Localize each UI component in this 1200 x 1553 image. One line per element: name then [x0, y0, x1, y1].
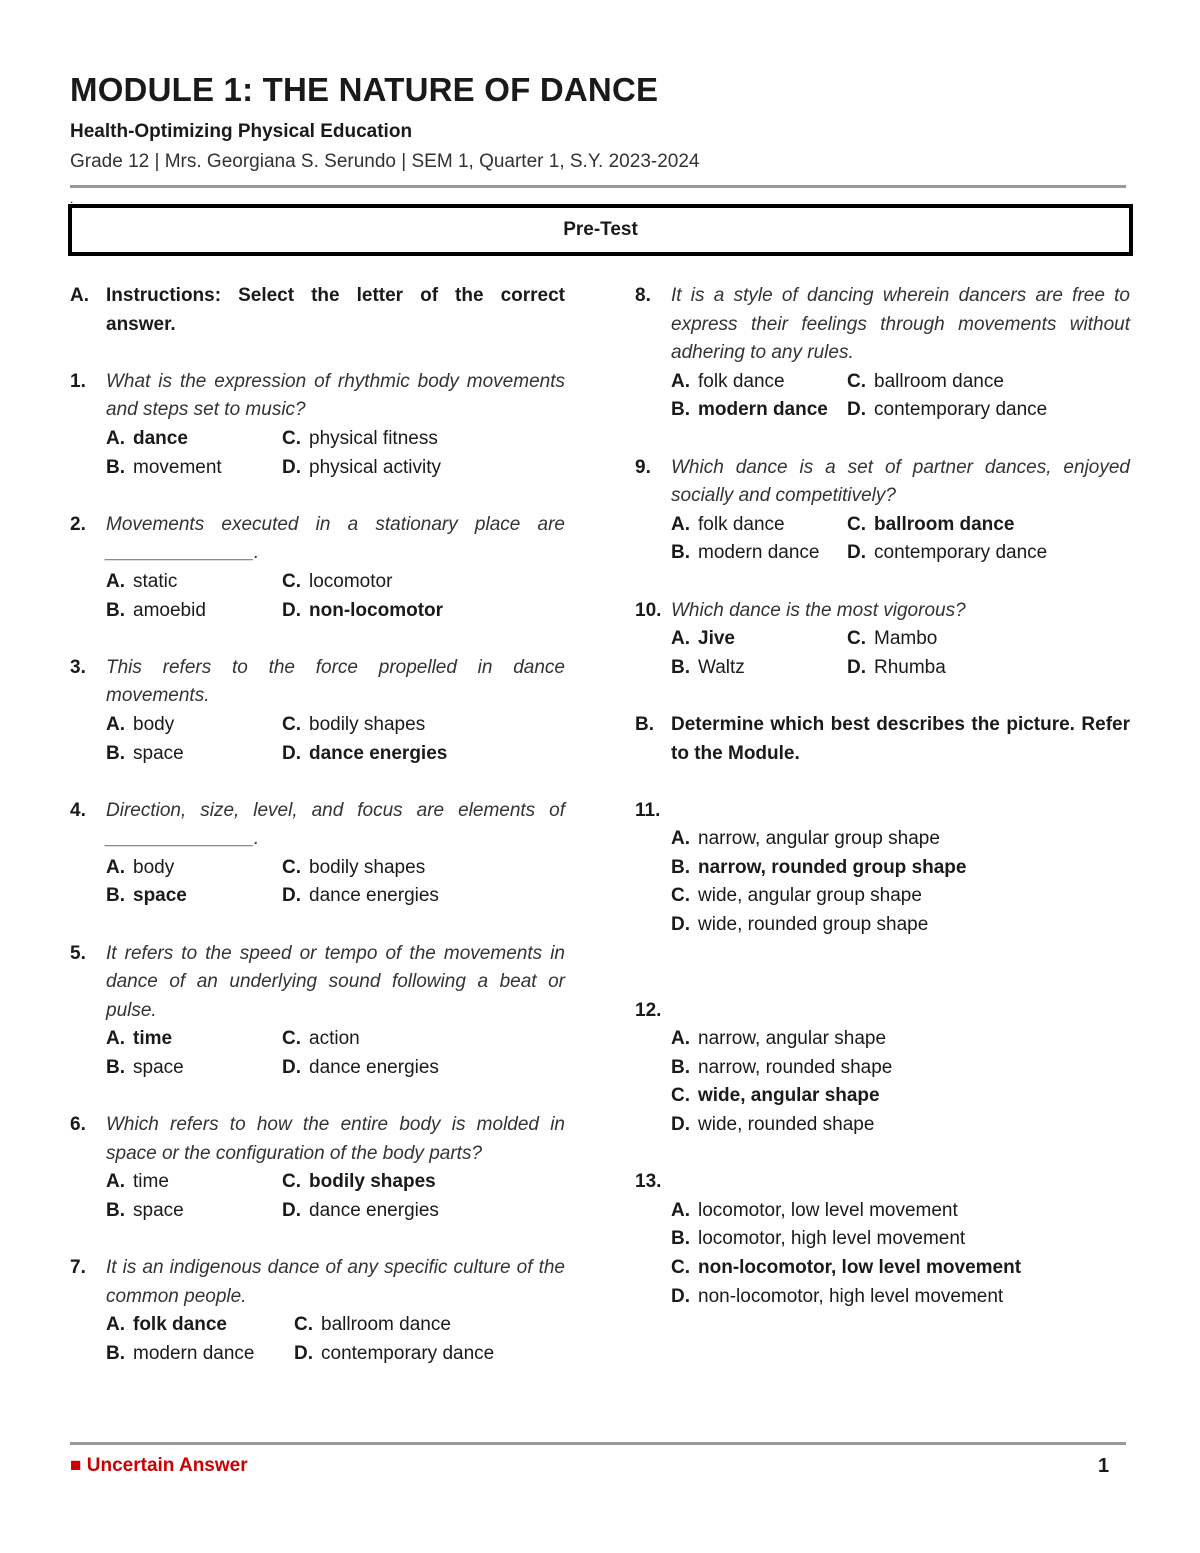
option-letter: A. — [106, 1171, 125, 1193]
answer-option — [106, 1054, 282, 1083]
question-number: 3. — [70, 656, 86, 678]
question-text: This refers to the force propelled in dance movements. — [106, 656, 565, 707]
option-text: space — [133, 1200, 184, 1221]
option-letter: A. — [671, 1028, 690, 1050]
option-letter: C. — [282, 570, 301, 592]
option-letter: D. — [282, 456, 301, 478]
instruction-text: Determine which best describes the picture. Refer to the Module. — [671, 713, 1130, 764]
answer-option — [106, 882, 282, 911]
answer-option — [671, 511, 847, 540]
option-text: contemporary dance — [874, 399, 1048, 421]
answer-option — [671, 1225, 1130, 1254]
option-letter: A. — [671, 628, 690, 650]
option-text: contemporary dance — [874, 542, 1048, 564]
option-letter: C. — [282, 856, 301, 878]
picture-question-list — [635, 797, 1130, 1340]
option-text: narrow, rounded group shape — [698, 856, 967, 878]
option-letter: D. — [671, 1285, 690, 1307]
question-text: Which refers to how the entire body is molded in space or the configuration of the body parts? — [106, 1114, 565, 1164]
page-number: 1 — [1098, 1455, 1110, 1477]
question-number: 1. — [70, 370, 86, 392]
question-text: Direction, size, level, and focus are elements of ______________. — [106, 799, 565, 850]
option-letter: A. — [106, 570, 125, 592]
option-text: body — [133, 713, 175, 735]
question-number: 2. — [70, 513, 86, 535]
answer-option — [671, 1254, 1130, 1283]
option-grid — [106, 711, 565, 768]
square-icon: ■ — [70, 1455, 82, 1476]
answer-option — [671, 1197, 1130, 1226]
option-text: modern dance — [698, 542, 820, 564]
answer-option — [106, 1025, 282, 1054]
question-text: Movements executed in a stationary place are ______________. — [106, 513, 565, 564]
answer-option — [282, 597, 565, 626]
question-number: 13. — [635, 1171, 662, 1193]
option-grid — [671, 511, 1130, 568]
option-text: narrow, angular group shape — [698, 828, 940, 850]
question-item — [70, 1254, 565, 1368]
picture-placeholder — [671, 797, 1130, 826]
option-text: folk dance — [698, 513, 785, 535]
uncertain-answer-legend — [70, 1455, 248, 1477]
option-text: non-locomotor, low level movement — [698, 1257, 1022, 1278]
answer-option — [106, 740, 282, 769]
spacer — [635, 940, 1130, 997]
answer-option — [671, 1025, 1130, 1054]
answer-option — [106, 1168, 282, 1197]
answer-option — [294, 1311, 565, 1340]
option-text: bodily shapes — [309, 713, 426, 735]
option-letter: B. — [671, 1056, 690, 1078]
question-item — [70, 797, 565, 911]
picture-placeholder — [671, 1168, 1130, 1197]
question-item — [70, 368, 565, 482]
question-text: What is the expression of rhythmic body movements and steps set to music? — [106, 370, 565, 421]
question-list — [635, 282, 1130, 711]
answer-option — [282, 454, 565, 483]
option-letter: D. — [282, 599, 301, 621]
header-divider — [70, 185, 1126, 188]
option-grid — [106, 1168, 565, 1225]
option-text: wide, rounded shape — [698, 1114, 875, 1136]
option-letter: C. — [671, 1085, 690, 1107]
option-text: folk dance — [133, 1314, 227, 1336]
question-item — [635, 597, 1130, 683]
option-letter: A. — [106, 1314, 125, 1336]
section-a-instruction — [70, 282, 565, 339]
answer-option — [282, 882, 565, 911]
section-b-instruction — [635, 711, 1130, 768]
option-letter: C. — [282, 1171, 301, 1193]
option-letter: C. — [847, 513, 866, 535]
answer-option — [671, 654, 847, 683]
answer-option — [671, 368, 847, 397]
option-text: modern dance — [133, 1342, 255, 1364]
answer-option — [106, 711, 282, 740]
question-body — [671, 797, 1130, 940]
option-letter: C. — [671, 885, 690, 907]
option-letter: A. — [671, 513, 690, 535]
option-text: modern dance — [698, 399, 828, 421]
option-letter: B. — [106, 599, 125, 621]
spacer — [70, 1083, 565, 1112]
answer-option — [847, 539, 1130, 568]
answer-option — [847, 654, 1130, 683]
spacer — [70, 911, 565, 940]
answer-option — [671, 882, 1130, 911]
option-letter: B. — [106, 885, 125, 907]
option-text: ballroom dance — [321, 1314, 451, 1336]
option-letter: D. — [671, 914, 690, 936]
spacer — [70, 1226, 565, 1255]
option-text: space — [133, 742, 184, 764]
option-text: Mambo — [874, 628, 938, 650]
option-letter: B. — [106, 1342, 125, 1364]
answer-option — [282, 854, 565, 883]
option-text: static — [133, 570, 178, 592]
option-text: time — [133, 1171, 169, 1193]
answer-option — [671, 825, 1130, 854]
answer-option — [282, 711, 565, 740]
question-body — [671, 997, 1130, 1140]
option-text: wide, angular group shape — [698, 885, 922, 907]
question-body — [671, 282, 1130, 425]
question-item — [635, 282, 1130, 425]
option-letter: C. — [294, 1314, 313, 1336]
question-item — [70, 511, 565, 625]
question-item — [70, 1111, 565, 1225]
option-letter: A. — [671, 370, 690, 392]
option-letter: A. — [106, 713, 125, 735]
answer-option — [282, 1054, 565, 1083]
spacer — [70, 625, 565, 654]
option-grid — [106, 1311, 565, 1368]
option-grid — [106, 854, 565, 911]
answer-option — [282, 568, 565, 597]
spacer — [635, 425, 1130, 454]
option-text: bodily shapes — [309, 856, 426, 878]
option-grid — [106, 425, 565, 482]
answer-option — [671, 911, 1130, 940]
answer-option — [671, 854, 1130, 883]
course-subtitle: Health-Optimizing Physical Education — [70, 121, 413, 142]
option-letter: B. — [671, 542, 690, 564]
question-text: It is a style of dancing wherein dancers are free to express their feelings through movements without adhering to any rules. — [671, 285, 1130, 364]
option-text: movement — [133, 456, 222, 478]
stray-dot: . — [70, 192, 74, 206]
option-letter: A. — [106, 856, 125, 878]
question-item — [635, 454, 1130, 568]
question-number: 10. — [635, 599, 662, 621]
answer-option — [106, 1340, 294, 1369]
option-text: non-locomotor, high level movement — [698, 1285, 1004, 1307]
option-text: amoebid — [133, 599, 206, 621]
option-letter: B. — [106, 456, 125, 478]
option-letter: D. — [282, 1057, 301, 1079]
answer-option — [847, 396, 1130, 425]
option-letter: C. — [847, 628, 866, 650]
picture-placeholder — [671, 997, 1130, 1026]
spacer — [70, 482, 565, 511]
option-text: space — [133, 885, 187, 907]
question-body — [106, 368, 565, 482]
option-text: body — [133, 856, 175, 878]
option-letter: A. — [106, 1028, 125, 1050]
question-number: 5. — [70, 942, 86, 964]
question-body — [106, 797, 565, 911]
question-number: 6. — [70, 1114, 86, 1136]
picture-question-item — [635, 997, 1130, 1140]
answer-option — [106, 454, 282, 483]
answer-option — [847, 511, 1130, 540]
answer-option — [282, 1168, 565, 1197]
answer-option — [282, 1197, 565, 1226]
option-letter: B. — [671, 856, 690, 878]
option-text: dance energies — [309, 1200, 439, 1221]
option-letter: D. — [282, 1200, 301, 1221]
option-text: dance energies — [309, 1057, 439, 1079]
option-letter: B. — [106, 1057, 125, 1079]
option-letter: D. — [671, 1114, 690, 1136]
option-text: dance energies — [309, 885, 439, 907]
option-text: folk dance — [698, 370, 785, 392]
option-letter: B. — [671, 656, 690, 678]
option-letter: D. — [294, 1342, 313, 1364]
question-text: Which dance is a set of partner dances, enjoyed socially and competitively? — [671, 456, 1130, 507]
option-grid — [671, 368, 1130, 425]
option-grid — [671, 625, 1130, 682]
option-text: space — [133, 1057, 184, 1079]
picture-question-item — [635, 1168, 1130, 1311]
answer-option — [106, 568, 282, 597]
question-number: 7. — [70, 1257, 86, 1279]
option-text: Jive — [698, 628, 735, 650]
answer-option — [106, 1311, 294, 1340]
answer-option — [282, 425, 565, 454]
answer-option — [671, 1283, 1130, 1312]
option-grid — [106, 1025, 565, 1082]
question-body — [106, 1111, 565, 1225]
pretest-banner: Pre-Test — [68, 204, 1133, 256]
question-body — [106, 940, 565, 1083]
option-text: wide, angular shape — [698, 1085, 880, 1107]
option-letter: D. — [847, 656, 866, 678]
answer-option — [847, 625, 1130, 654]
option-letter: D. — [847, 542, 866, 564]
answer-option — [671, 539, 847, 568]
answer-option — [671, 396, 847, 425]
footer-divider — [70, 1442, 1126, 1445]
answer-option — [671, 625, 847, 654]
question-body — [106, 654, 565, 768]
spacer — [70, 768, 565, 797]
option-letter: B. — [106, 1200, 125, 1221]
course-meta: Grade 12 | Mrs. Georgiana S. Serundo | SEM 1, Quarter 1, S.Y. 2023-2024 — [70, 151, 700, 172]
question-item — [70, 940, 565, 1083]
legend-label: Uncertain Answer — [86, 1455, 248, 1476]
left-column — [70, 282, 565, 1397]
option-letter: C. — [671, 1257, 690, 1278]
option-letter: D. — [847, 399, 866, 421]
option-text: ballroom dance — [874, 513, 1015, 535]
option-text: non-locomotor — [309, 599, 444, 621]
answer-option — [282, 740, 565, 769]
option-text: locomotor, high level movement — [698, 1228, 966, 1250]
spacer — [635, 1140, 1130, 1169]
option-grid — [106, 568, 565, 625]
option-letter: B. — [671, 1228, 690, 1250]
section-letter: B. — [635, 713, 654, 735]
option-letter: D. — [282, 885, 301, 907]
option-letter: C. — [847, 370, 866, 392]
option-text: locomotor — [309, 570, 393, 592]
answer-option — [847, 368, 1130, 397]
question-body — [671, 597, 1130, 683]
question-body — [671, 1168, 1130, 1311]
document-header — [70, 70, 1130, 174]
option-text: physical fitness — [309, 427, 438, 449]
question-item — [70, 654, 565, 768]
option-letter: A. — [671, 1199, 690, 1221]
option-letter: C. — [282, 1028, 301, 1050]
option-letter: C. — [282, 427, 301, 449]
spacer — [635, 682, 1130, 711]
question-number: 8. — [635, 285, 651, 306]
option-text: action — [309, 1028, 360, 1050]
option-letter: A. — [106, 427, 125, 449]
option-text: contemporary dance — [321, 1342, 495, 1364]
picture-question-item — [635, 797, 1130, 940]
option-text: locomotor, low level movement — [698, 1199, 958, 1221]
option-text: dance — [133, 427, 188, 449]
answer-option — [671, 1082, 1130, 1111]
question-body — [671, 454, 1130, 568]
answer-option — [106, 1197, 282, 1226]
question-number: 12. — [635, 999, 662, 1021]
option-text: dance energies — [309, 742, 448, 764]
answer-option — [671, 1111, 1130, 1140]
right-column — [635, 282, 1130, 1340]
answer-option — [282, 1025, 565, 1054]
option-text: Waltz — [698, 656, 745, 678]
option-text: physical activity — [309, 456, 441, 478]
option-letter: C. — [282, 713, 301, 735]
option-text: time — [133, 1028, 173, 1050]
option-letter: B. — [106, 742, 125, 764]
answer-option — [106, 854, 282, 883]
question-body — [106, 1254, 565, 1368]
question-number: 11. — [635, 799, 661, 821]
module-title: MODULE 1: THE NATURE OF DANCE — [70, 71, 659, 108]
spacer — [635, 568, 1130, 597]
question-list — [70, 368, 565, 1397]
option-letter: D. — [282, 742, 301, 764]
spacer — [70, 1369, 565, 1398]
question-body — [106, 511, 565, 625]
answer-option — [106, 597, 282, 626]
answer-option — [671, 1054, 1130, 1083]
option-letter: A. — [671, 828, 690, 850]
question-text: Which dance is the most vigorous? — [671, 599, 966, 621]
option-text: narrow, rounded shape — [698, 1056, 893, 1078]
answer-option — [106, 425, 282, 454]
option-text: wide, rounded group shape — [698, 914, 929, 936]
section-letter: A. — [70, 285, 89, 306]
option-text: bodily shapes — [309, 1171, 436, 1193]
option-text: Rhumba — [874, 656, 946, 678]
question-number: 4. — [70, 799, 86, 821]
option-text: narrow, angular shape — [698, 1028, 887, 1050]
instruction-text: Instructions: Select the letter of the correct answer. — [106, 285, 565, 335]
question-number: 9. — [635, 456, 651, 478]
spacer — [635, 1311, 1130, 1340]
question-text: It is an indigenous dance of any specific culture of the common people. — [106, 1257, 565, 1307]
option-letter: B. — [671, 399, 690, 421]
option-text: ballroom dance — [874, 370, 1004, 392]
answer-option — [294, 1340, 565, 1369]
question-text: It refers to the speed or tempo of the movements in dance of an underlying sound following a beat or pulse. — [106, 942, 565, 1021]
